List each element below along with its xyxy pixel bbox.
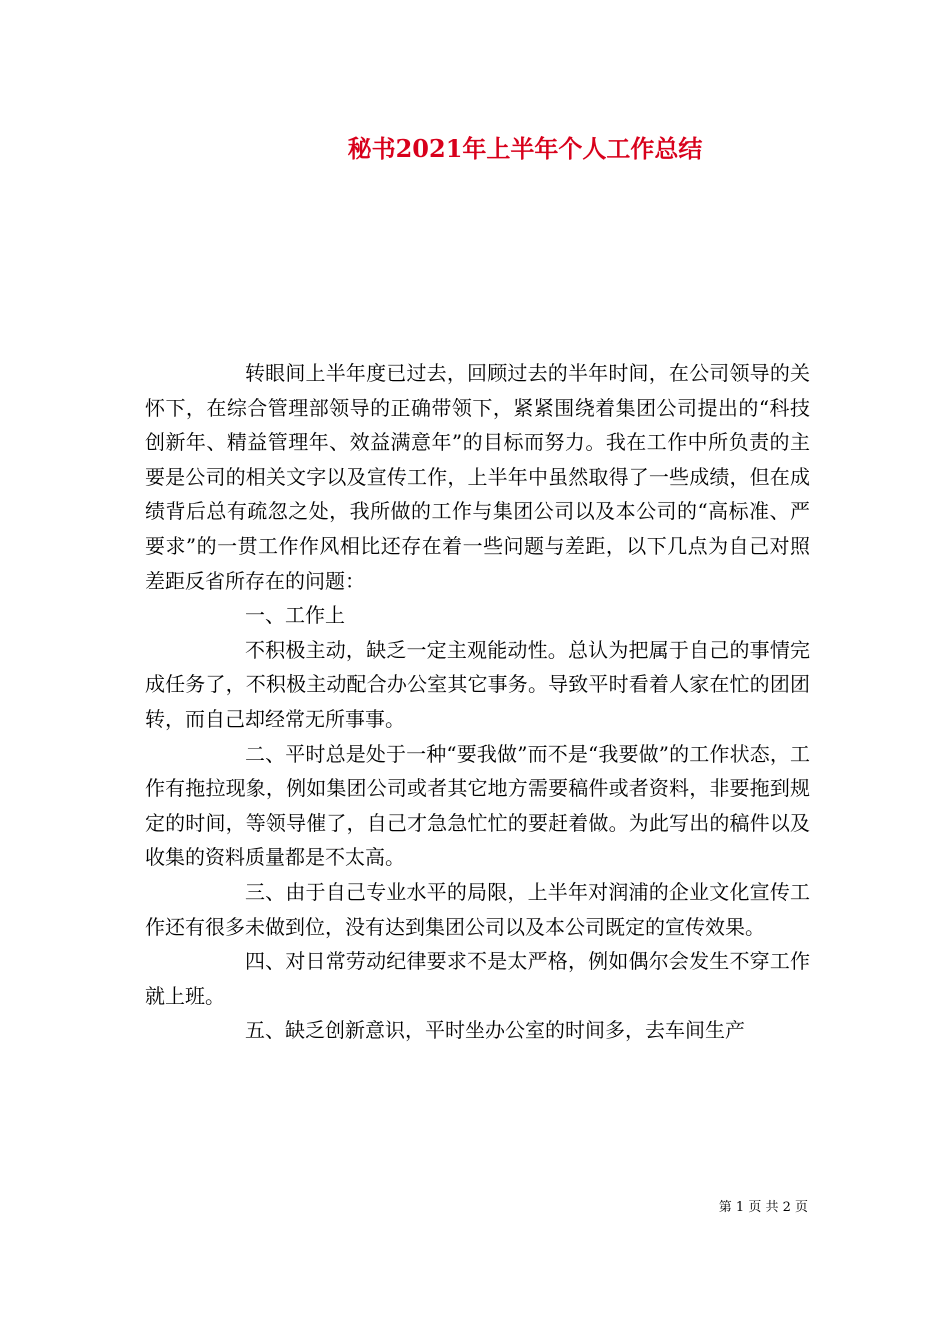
page-number-footer: 第 1 页 共 2 页 <box>718 1200 808 1215</box>
paragraph-item-2: 二、平时总是处于一种“要我做”而不是“我要做”的工作状态，工作有拖拉现象，例如集团公司或者其它地方需要稿件或者资料，非要拖到规定的时间，等领导催了，自己才急急忙忙的要赶着做。为此写出的稿件以及收集的资料质量都是不太高。 <box>145 741 810 870</box>
paragraph-intro: 转眼间上半年度已过去，回顾过去的半年时间，在公司领导的关怀下，在综合管理部领导的正确带领下，紧紧围绕着集团公司提出的“科技创新年、精益管理年、效益满意年”的目标而努力。我在工作中所负责的主要是公司的相关文字以及宣传工作，上半年中虽然取得了一些成绩，但在成绩背后总有疏忽之处，我所做的工作与集团公司以及本公司的“高标准、严要求”的一贯工作作风相比还存在着一些问题与差距，以下几点为自己对照差距反省所存在的问题： <box>145 361 810 593</box>
paragraph-item-5: 五、缺乏创新意识，平时坐办公室的时间多，去车间生产 <box>245 1018 745 1043</box>
paragraph-section-heading: 一、工作上 <box>245 603 345 628</box>
paragraph-item-3: 三、由于自己专业水平的局限，上半年对润浦的企业文化宣传工作还有很多未做到位，没有达到集团公司以及本公司既定的宣传效果。 <box>145 879 810 939</box>
paragraph-item-4: 四、对日常劳动纪律要求不是太严格，例如偶尔会发生不穿工作就上班。 <box>145 949 810 1008</box>
paragraph-item-1: 不积极主动，缺乏一定主观能动性。总认为把属于自己的事情完成任务了，不积极主动配合办公室其它事务。导致平时看着人家在忙的团团转，而自己却经常无所事事。 <box>145 637 810 731</box>
document-body <box>145 356 810 1048</box>
document-title: 秘书2021年上半年个人工作总结 <box>347 134 703 163</box>
